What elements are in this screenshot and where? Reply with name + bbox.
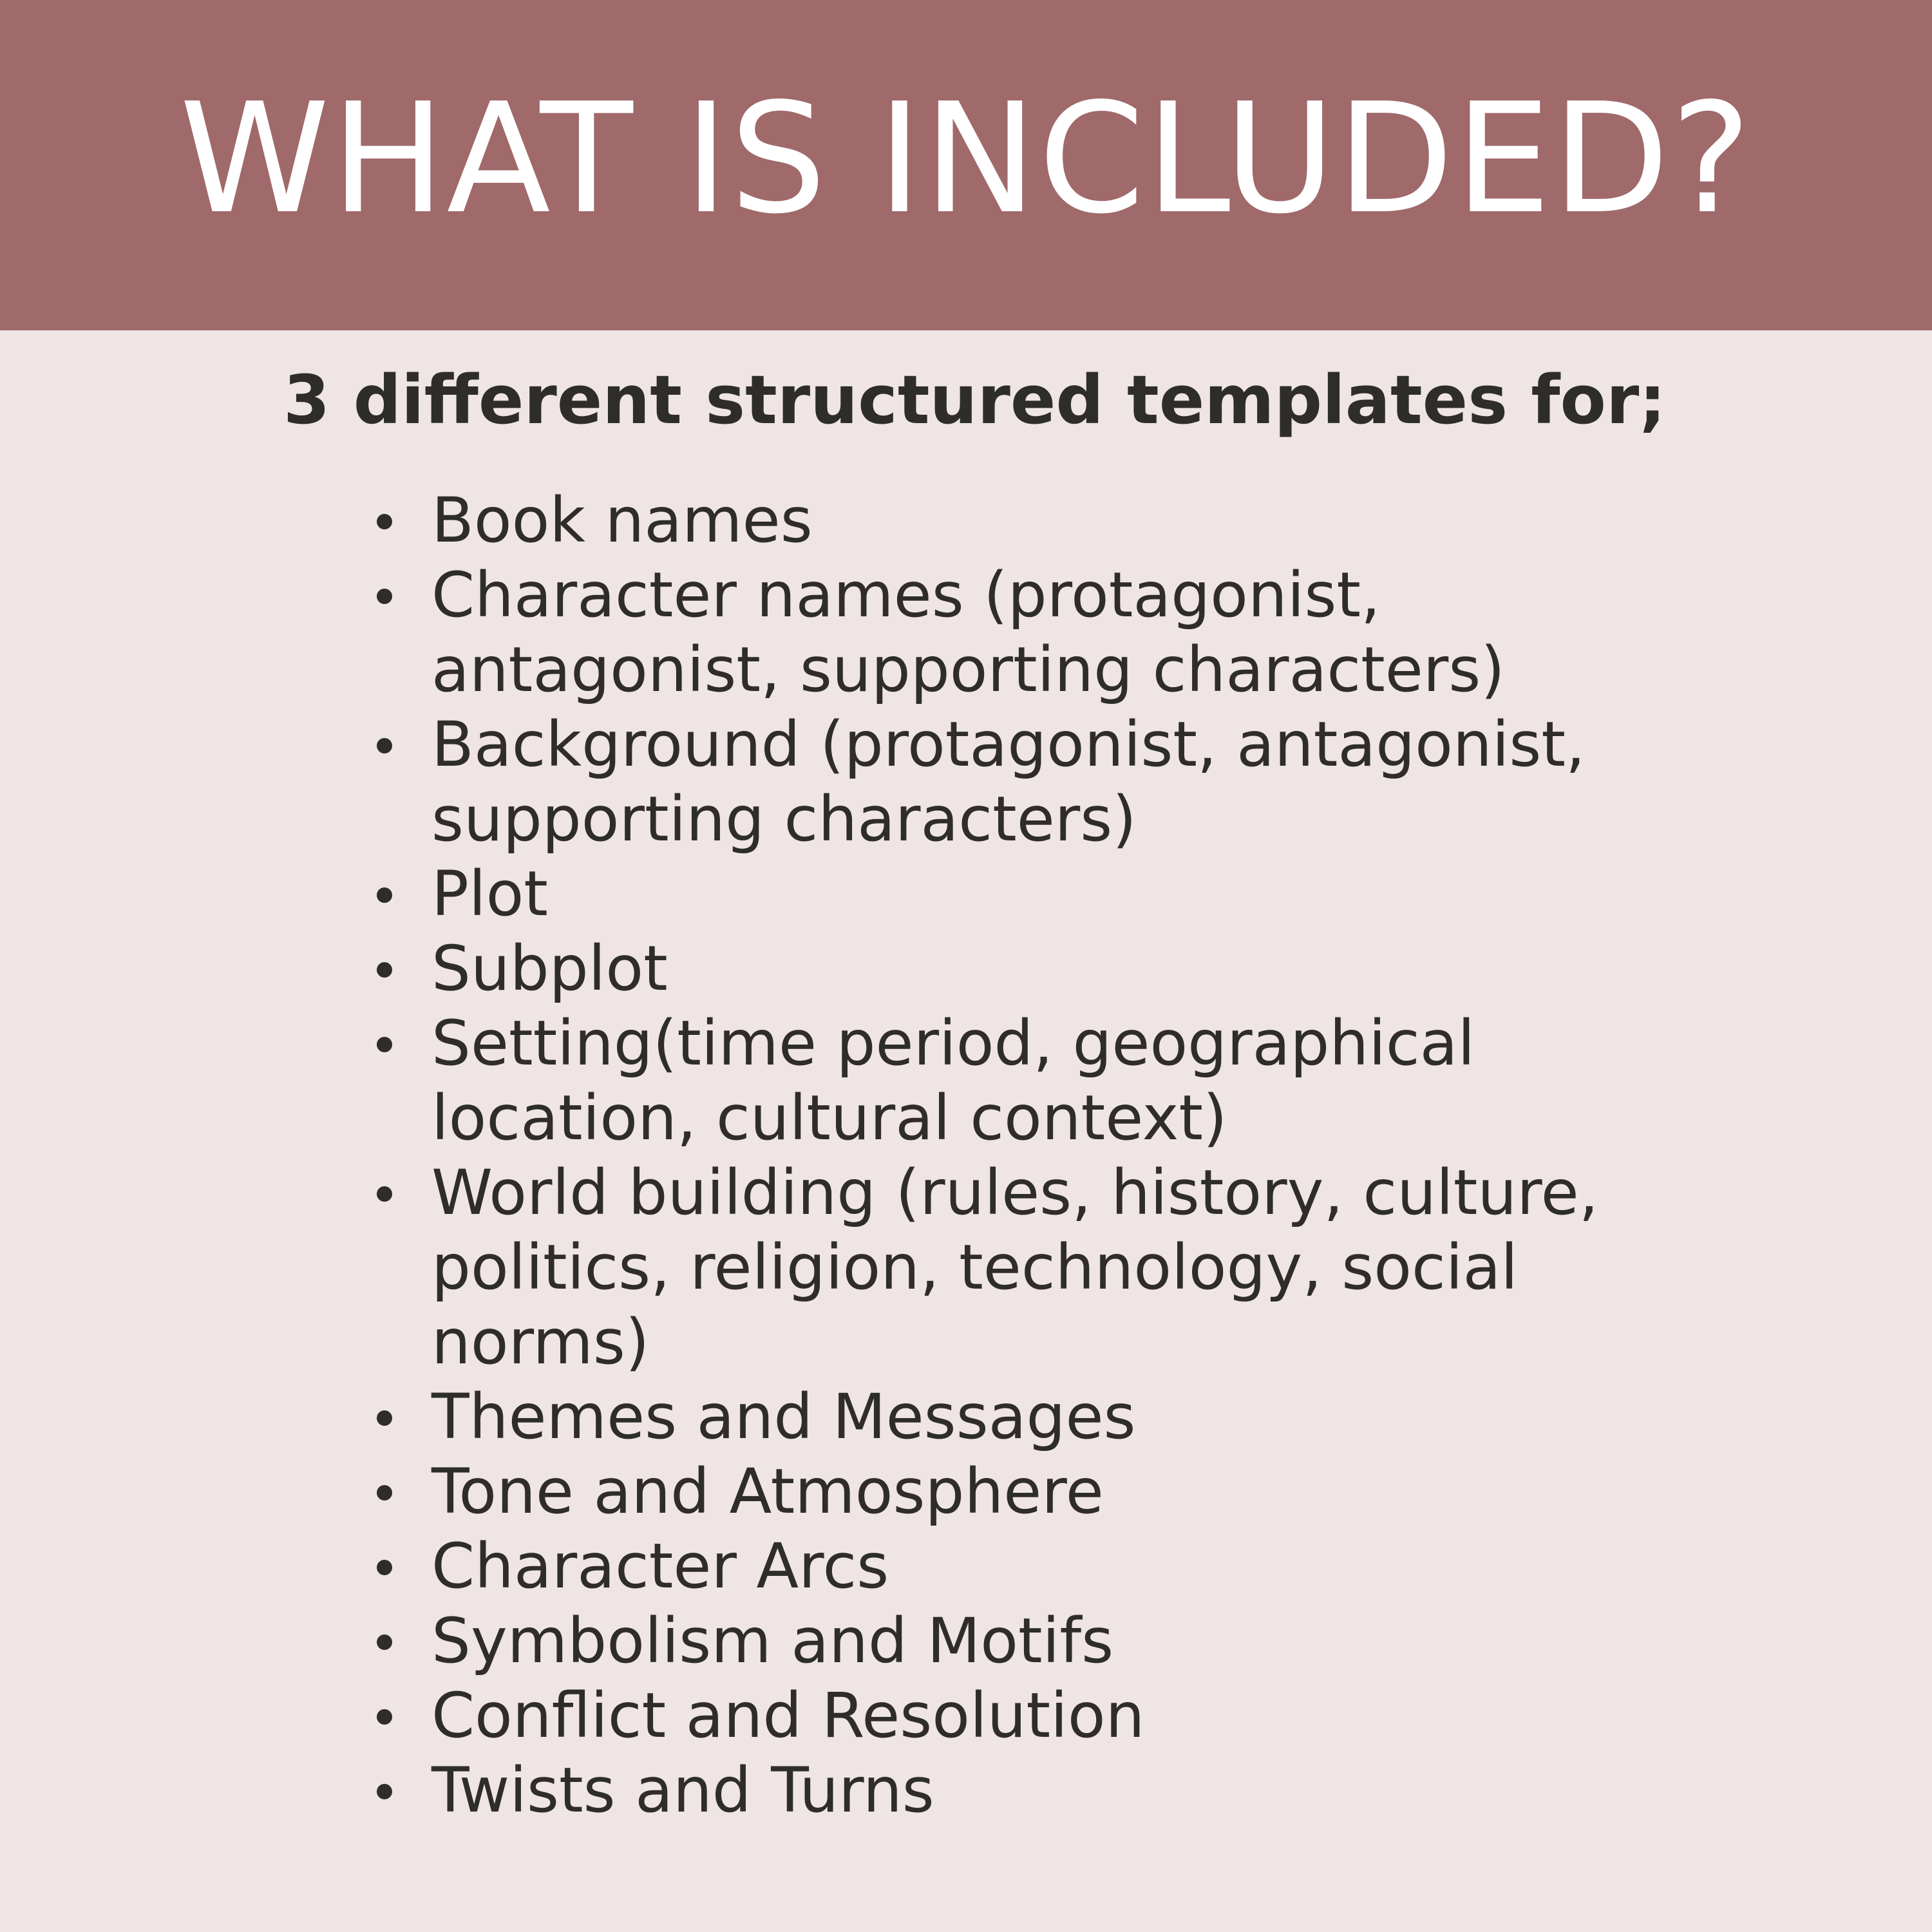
bullet-icon: [377, 589, 392, 604]
bullet-icon: [377, 887, 392, 903]
list-item-text: norms): [431, 1306, 650, 1378]
header-banner: [0, 0, 1932, 330]
bullet-icon: [377, 514, 392, 529]
list-item-text: Tone and Atmosphere: [431, 1455, 1104, 1528]
list-item-text: supporting characters): [431, 783, 1137, 855]
bullet-icon: [377, 1186, 392, 1202]
list-item-text: Character names (protagonist,: [431, 559, 1381, 631]
list-item: [370, 1753, 1658, 1828]
list-item-text: politics, religion, technology, social: [431, 1231, 1518, 1303]
list-item-text: Conflict and Resolution: [431, 1680, 1145, 1752]
list-item: [370, 1006, 1658, 1155]
list-item: [370, 707, 1658, 857]
bullet-icon: [377, 1709, 392, 1725]
list-item-text: antagonist, supporting characters): [431, 634, 1505, 706]
list-item: [370, 483, 1658, 558]
list-item-text: Themes and Messages: [431, 1381, 1136, 1453]
list-item: [370, 1678, 1658, 1753]
list-item-text: Subplot: [431, 933, 668, 1005]
list-item: [370, 1454, 1658, 1529]
list-item: [370, 931, 1658, 1006]
list-item: [370, 558, 1658, 707]
bullet-icon: [377, 1560, 392, 1575]
list-item-text: Book names: [431, 484, 813, 556]
list-item-text: Setting(time period, geographical: [431, 1007, 1475, 1079]
included-items-list: [370, 483, 1658, 1828]
list-item: [370, 1155, 1658, 1379]
list-item-text: Character Arcs: [431, 1530, 889, 1602]
banner-title: WHAT IS INCLUDED?: [179, 70, 1753, 247]
list-item-text: Plot: [431, 858, 548, 930]
list-item: [370, 1379, 1658, 1454]
list-item: [370, 1529, 1658, 1604]
bullet-icon: [377, 1485, 392, 1501]
list-item-text: Background (protagonist, antagonist,: [431, 708, 1586, 781]
list-item-text: Symbolism and Motifs: [431, 1605, 1114, 1677]
list-item: [370, 857, 1658, 931]
bullet-icon: [377, 962, 392, 978]
bullet-icon: [377, 1784, 392, 1799]
bullet-icon: [377, 1634, 392, 1650]
subtitle: 3 different structured templates for;: [283, 361, 1666, 439]
list-item-text: Twists and Turns: [431, 1754, 934, 1826]
list-item-text: location, cultural context): [431, 1082, 1227, 1154]
bullet-icon: [377, 1410, 392, 1426]
list-item-text: World building (rules, history, culture,: [431, 1157, 1599, 1229]
bullet-icon: [377, 1037, 392, 1052]
bullet-icon: [377, 738, 392, 753]
list-item: [370, 1604, 1658, 1678]
